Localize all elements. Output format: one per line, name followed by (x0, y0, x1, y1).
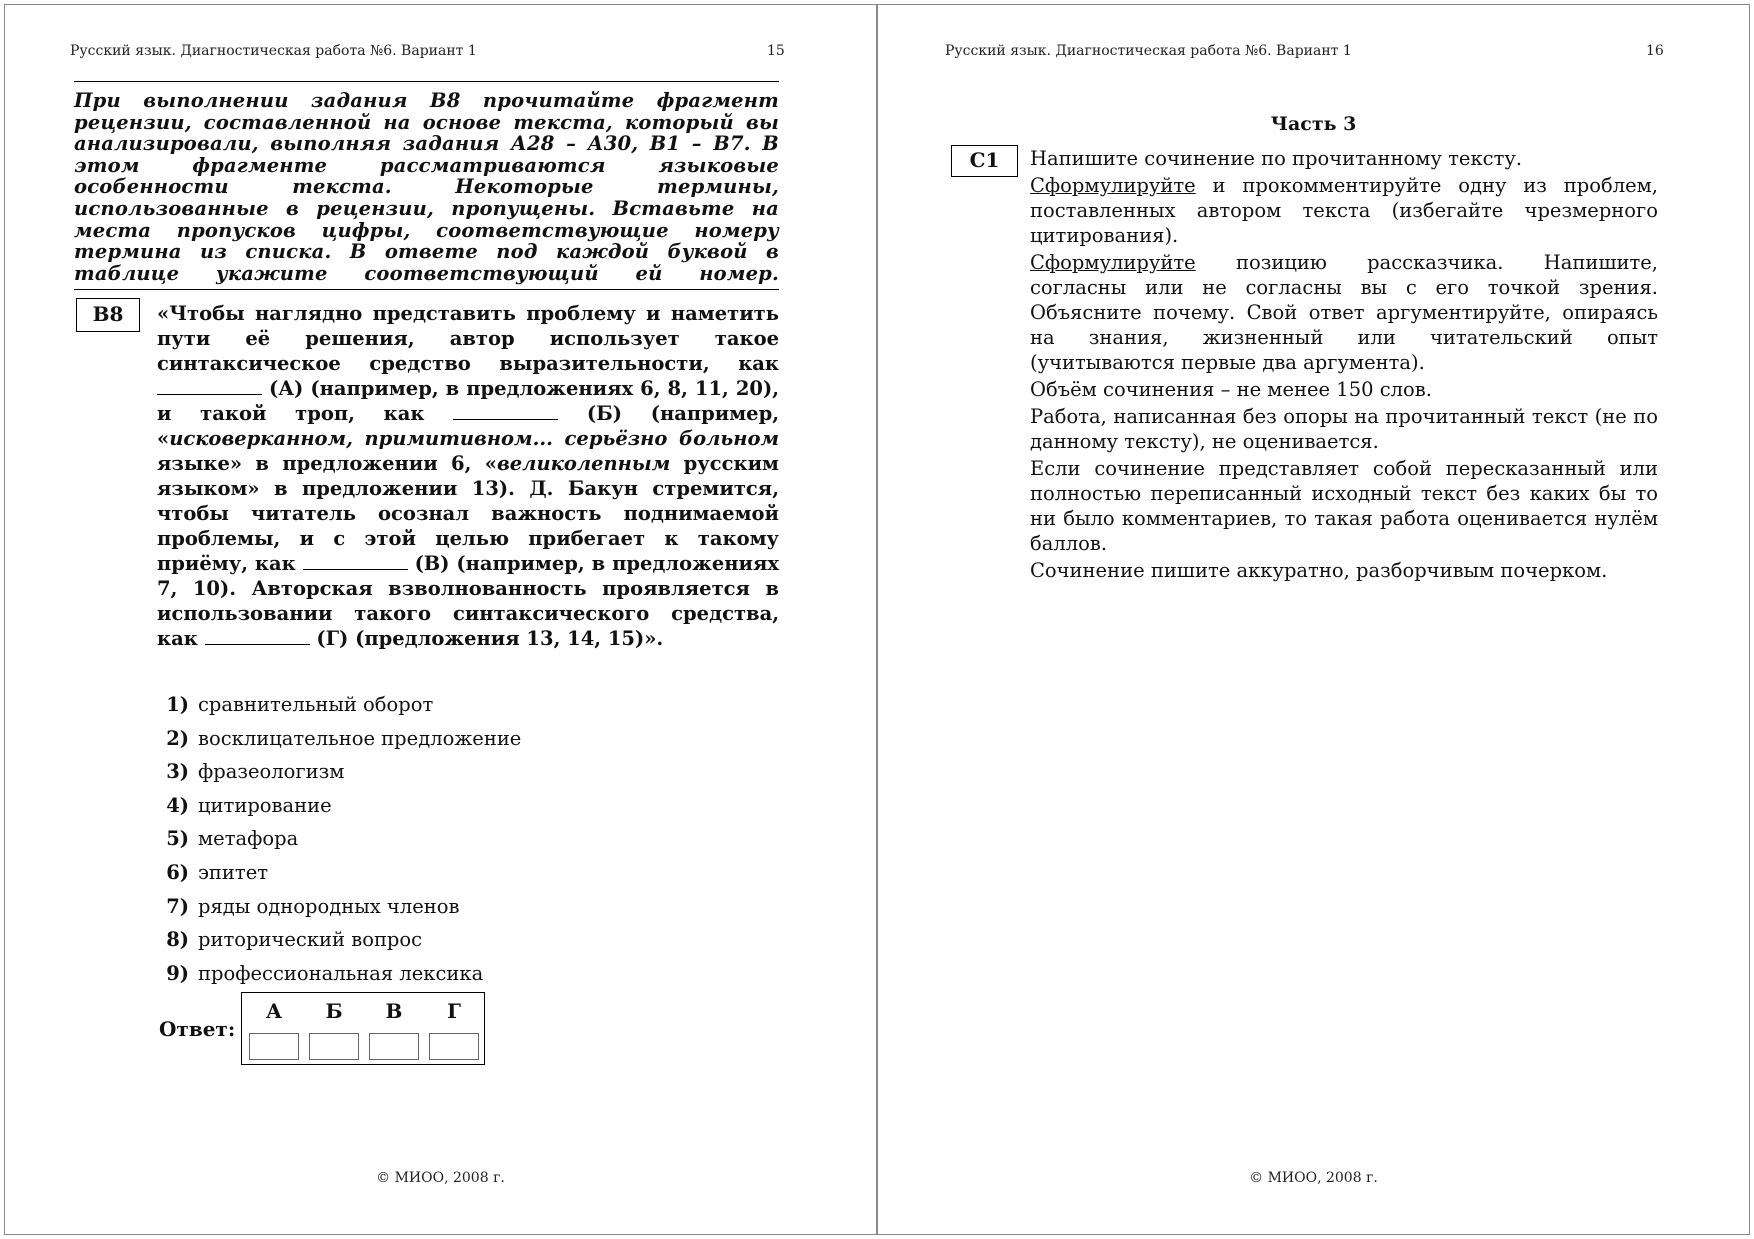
essay-rule-retelling: Если сочинение представляет собой пересказанный или полностью переписанный исходный текст без каких бы то ни было комментариев, то такая работа оценивается нулём баллов. (1030, 457, 1658, 555)
task-code-c1: С1 (951, 145, 1018, 177)
answer-cell-b[interactable] (309, 1033, 359, 1060)
page-footer: © МИОО, 2008 г. (1249, 1170, 1378, 1186)
essay-requirement-position: Сформулируйте позицию рассказчика. Напишите, согласны или не согласны вы с его точкой зрения. Объясните почему. Свой ответ аргументируйте, опираясь на знания, жизненный или читательский опыт (учитываются первые два аргумента). (1030, 251, 1658, 374)
list-item: 8) риторический вопрос (166, 928, 423, 952)
header-title: Русский язык. Диагностическая работа №6. Вариант 1 (70, 43, 477, 59)
term-options-list (165, 688, 521, 990)
task-code-b8: В8 (76, 298, 140, 332)
essay-handwriting: Сочинение пишите аккуратно, разборчивым почерком. (1030, 559, 1608, 582)
review-fragment: «Чтобы наглядно представить проблему и наметить пути её решения, автор использует такое синтаксическое средство выразительности, как (А) (например, в предложениях 6, 8, 11, 20), и такой троп, как (Б) (например, «исковерканном, примитивном... серьёзно больном языке» в предложении 6, «великолепным русским языком» в предложении 13). Д. Бакун стремится, чтобы читатель осознал важность поднимаемой проблемы, и с этой целью прибегает к такому приёму, как (В) (например, в предложениях 7, 10). Авторская взволнованность проявляется в использовании такого синтаксического средства, как (Г) (предложения 13, 14, 15)». (157, 302, 779, 650)
list-item: 5) метафора (166, 827, 299, 851)
answer-table (241, 992, 485, 1065)
answer-header: В (385, 999, 403, 1023)
answer-cell-a[interactable] (249, 1033, 299, 1060)
list-item: 7) ряды однородных членов (166, 894, 460, 918)
essay-instruction: Напишите сочинение по прочитанному тексту. (1030, 147, 1523, 170)
answer-header: А (265, 999, 283, 1023)
essay-rule-source: Работа, написанная без опоры на прочитанный текст (не по данному тексту), не оценивается. (1030, 405, 1658, 453)
list-item: 4) цитирование (166, 793, 332, 817)
page-number: 16 (1646, 43, 1664, 59)
answer-cell-v[interactable] (369, 1033, 419, 1060)
list-item: 1) сравнительный оборот (166, 693, 434, 716)
answer-header: Г (447, 999, 461, 1023)
answer-column-b (306, 993, 362, 1064)
answer-cell-g[interactable] (429, 1033, 479, 1060)
task-instruction: При выполнении задания В8 прочитайте фрагмент рецензии, составленной на основе текста, который вы анализировали, выполняя задания А28 – А30, В1 – В7. В этом фрагменте рассматриваются языковые особенности текста. Некоторые термины, использованные в рецензии, пропущены. Вставьте на места пропусков цифры, соответствующие номеру термина из списка. В ответе под каждой буквой в таблице укажите соответствующий ей номер. (74, 81, 779, 290)
list-item: 3) фразеологизм (166, 760, 345, 784)
page-left (4, 4, 877, 1235)
answer-column-v (366, 993, 422, 1064)
part-title: Часть 3 (1270, 113, 1357, 135)
essay-task-text (1030, 146, 1658, 585)
answer-column-g (426, 993, 482, 1064)
list-item: 6) эпитет (166, 860, 269, 884)
answer-column-a (246, 993, 302, 1064)
list-item: 2) восклицательное предложение (166, 726, 522, 750)
essay-length: Объём сочинения – не менее 150 слов. (1030, 378, 1432, 401)
list-item: 9) профессиональная лексика (166, 961, 484, 985)
answer-header: Б (325, 999, 343, 1023)
page-number: 15 (767, 43, 785, 59)
page-right (877, 4, 1750, 1235)
essay-requirement-problem: Сформулируйте и прокомментируйте одну из проблем, поставленных автором текста (избегайте чрезмерного цитирования). (1030, 174, 1658, 247)
page-footer: © МИОО, 2008 г. (376, 1170, 505, 1186)
answer-label: Ответ: (159, 1017, 236, 1041)
header-title: Русский язык. Диагностическая работа №6. Вариант 1 (945, 43, 1352, 59)
